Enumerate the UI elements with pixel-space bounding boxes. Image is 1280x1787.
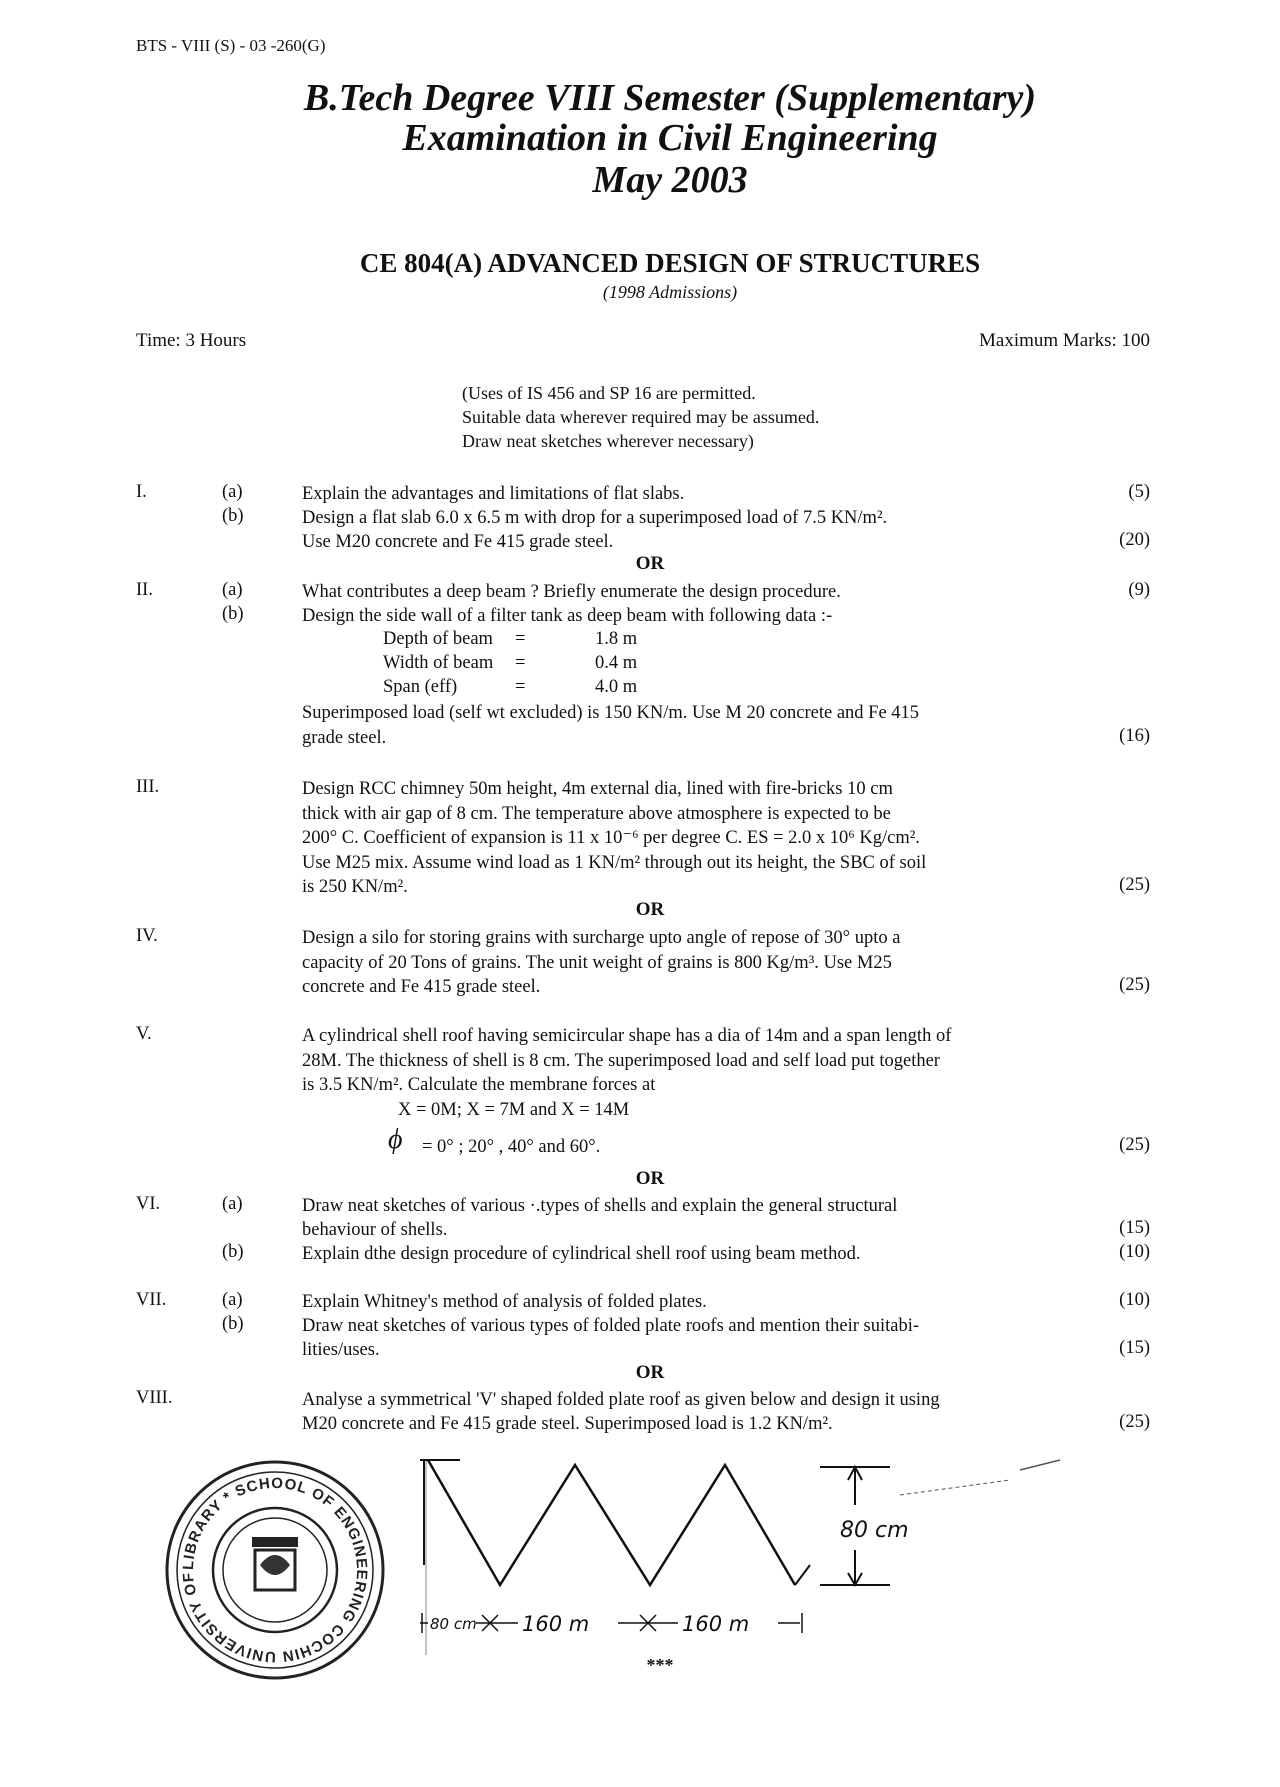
data-equals: =: [515, 629, 526, 649]
data-name: Depth of beam: [383, 629, 493, 649]
subpart-label: (b): [222, 1314, 244, 1334]
question-text: M20 concrete and Fe 415 grade steel. Superimposed load is 1.2 KN/m².: [302, 1414, 833, 1434]
data-name: Width of beam: [383, 653, 494, 673]
question-text: behaviour of shells.: [302, 1220, 448, 1240]
question-number: I.: [136, 482, 147, 502]
or-divider: OR: [635, 1362, 665, 1383]
beam-data-row: [383, 629, 675, 650]
question-number: III.: [136, 777, 160, 797]
question-text: Analyse a symmetrical 'V' shaped folded plate roof as given below and design it using: [302, 1390, 940, 1410]
admissions-note: (1998 Admissions): [602, 282, 738, 302]
or-divider: OR: [635, 899, 665, 920]
dim-right-label: 160 m: [682, 1612, 750, 1636]
dim-mid-label: 160 m: [522, 1612, 590, 1636]
marks: (25): [1119, 1412, 1150, 1432]
phi-symbol: ϕ: [388, 1124, 403, 1155]
data-name: Span (eff): [383, 677, 458, 697]
or-divider: OR: [635, 553, 665, 574]
data-value: 1.8 m: [595, 629, 638, 649]
subpart-label: (b): [222, 604, 244, 624]
dim-left-label: 80 cm: [430, 1615, 477, 1633]
question-line: Design a silo for storing grains with surcharge upto angle of repose of 30° upto a: [302, 928, 901, 948]
height-dimension-label: 80 cm: [840, 1518, 909, 1543]
marks: (10): [1119, 1242, 1150, 1262]
question-line: is 3.5 KN/m². Calculate the membrane forces at: [302, 1075, 656, 1095]
question-line: 200° C. Coefficient of expansion is 11 x 10⁻⁶ per degree C. ES = 2.0 x 10⁶ Kg/cm².: [302, 828, 920, 848]
question-line: is 250 KN/m².: [302, 877, 408, 897]
beam-data-row: [383, 677, 675, 698]
question-text: [302, 926, 1102, 1000]
marks: (16): [1119, 726, 1150, 746]
subpart-label: (a): [222, 1290, 243, 1310]
phi-angles: = 0° ; 20° , 40° and 60°.: [422, 1137, 601, 1157]
x-positions: X = 0M; X = 7M and X = 14M: [398, 1100, 630, 1120]
question-text: Explain Whitney's method of analysis of folded plates.: [302, 1292, 707, 1312]
exam-title-line3: May 2003: [592, 159, 748, 201]
marks: (25): [1119, 975, 1150, 995]
folded-plate-sketch: [410, 1455, 1140, 1660]
question-text: [302, 777, 1102, 900]
question-text: Superimposed load (self wt excluded) is 150 KN/m. Use M 20 concrete and Fe 415: [302, 703, 920, 723]
question-text: Design the side wall of a filter tank as deep beam with following data :-: [302, 606, 833, 626]
question-text: Draw neat sketches of various ·.types of shells and explain the general structural: [302, 1196, 898, 1216]
question-line: A cylindrical shell roof having semicircular shape has a dia of 14m and a span length of: [302, 1026, 952, 1046]
subpart-label: (a): [222, 580, 243, 600]
question-number: VIII.: [136, 1388, 173, 1408]
marks: (25): [1119, 1135, 1150, 1155]
question-number: V.: [136, 1024, 152, 1044]
marks: (10): [1119, 1290, 1150, 1310]
data-equals: =: [515, 653, 526, 673]
exam-title-line1: B.Tech Degree VIII Semester (Supplementary): [303, 77, 1037, 119]
marks: (5): [1128, 482, 1150, 502]
question-line: Use M25 mix. Assume wind load as 1 KN/m² through out its height, the SBC of soil: [302, 852, 927, 873]
question-text: Design a flat slab 6.0 x 6.5 m with drop for a superimposed load of 7.5 KN/m².: [302, 508, 888, 528]
instruction-line: (Uses of IS 456 and SP 16 are permitted.: [462, 383, 756, 403]
maximum-marks: Maximum Marks: 100: [979, 330, 1150, 351]
library-seal: [160, 1455, 390, 1690]
question-line: thick with air gap of 8 cm. The temperature above atmosphere is expected to be: [302, 803, 891, 824]
question-text: Explain dthe design procedure of cylindrical shell roof using beam method.: [302, 1244, 861, 1264]
question-text: [302, 1024, 1122, 1098]
end-mark: ***: [646, 1655, 674, 1675]
question-text: Explain the advantages and limitations of flat slabs.: [302, 484, 685, 504]
marks: (15): [1119, 1218, 1150, 1238]
question-line: concrete and Fe 415 grade steel.: [302, 977, 541, 997]
or-divider: OR: [635, 1168, 665, 1189]
question-line: capacity of 20 Tons of grains. The unit weight of grains is 800 Kg/m³. Use M25: [302, 952, 892, 973]
question-number: IV.: [136, 926, 158, 946]
marks: (20): [1119, 530, 1150, 550]
question-text: What contributes a deep beam ? Briefly enumerate the design procedure.: [302, 582, 841, 602]
exam-duration: Time: 3 Hours: [136, 330, 247, 351]
subject-title: CE 804(A) ADVANCED DESIGN OF STRUCTURES: [359, 248, 981, 278]
data-value: 4.0 m: [595, 677, 638, 697]
data-equals: =: [515, 677, 526, 697]
beam-data-row: [383, 653, 675, 674]
question-number: II.: [136, 580, 153, 600]
question-text: Use M20 concrete and Fe 415 grade steel.: [302, 532, 614, 552]
subpart-label: (b): [222, 506, 244, 526]
question-number: VII.: [136, 1290, 167, 1310]
subpart-label: (b): [222, 1242, 244, 1262]
marks: (25): [1119, 875, 1150, 895]
marks: (15): [1119, 1338, 1150, 1358]
subpart-label: (a): [222, 482, 243, 502]
exam-title-line2: Examination in Civil Engineering: [402, 117, 938, 159]
question-line: 28M. The thickness of shell is 8 cm. The superimposed load and self load put together: [302, 1050, 940, 1071]
instructions: [462, 381, 819, 453]
marks: (9): [1128, 580, 1150, 600]
subpart-label: (a): [222, 1194, 243, 1214]
instruction-line: Suitable data wherever required may be assumed.: [462, 407, 820, 427]
question-text: grade steel.: [302, 728, 387, 748]
seal-text: LIBRARY * SCHOOL OF ENGINEERING COCHIN UNIVERSITY OF: [179, 1474, 371, 1666]
question-number: VI.: [136, 1194, 161, 1214]
paper-code: BTS - VIII (S) - 03 -260(G): [136, 36, 326, 55]
instruction-line: Draw neat sketches wherever necessary): [462, 431, 754, 451]
question-text: Draw neat sketches of various types of folded plate roofs and mention their suitabi-: [302, 1316, 920, 1336]
question-text: lities/uses.: [302, 1340, 380, 1360]
question-line: Design RCC chimney 50m height, 4m external dia, lined with fire-bricks 10 cm: [302, 779, 893, 799]
data-value: 0.4 m: [595, 653, 638, 673]
